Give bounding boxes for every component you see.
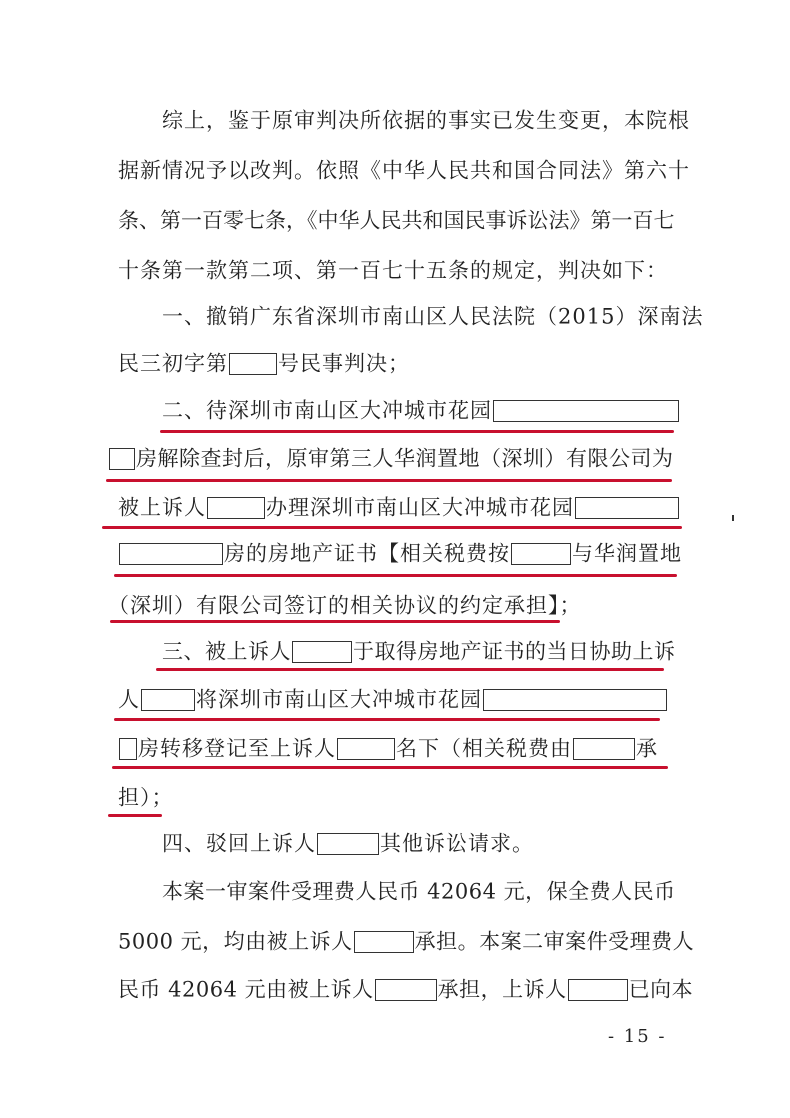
page-number: - 15 - <box>608 1026 667 1047</box>
redaction-box <box>292 641 352 663</box>
redaction-box <box>483 689 667 711</box>
redaction-box <box>109 448 135 470</box>
text-line: 民三初字第 号民事判决； <box>118 351 410 376</box>
red-underline <box>110 620 560 623</box>
redaction-box <box>229 353 277 375</box>
redaction-box <box>317 833 379 855</box>
redaction-box <box>493 400 679 422</box>
redaction-box <box>119 738 137 760</box>
redaction-box <box>337 738 395 760</box>
redaction-box <box>119 543 223 565</box>
text-line: 本案一审案件受理费人民币 42064 元，保全费人民币 <box>162 879 676 904</box>
redaction-box <box>575 497 679 519</box>
red-underline <box>112 766 668 769</box>
text-line: 十条第一款第二项、第一百七十五条的规定，判决如下： <box>118 258 668 283</box>
text-line: 被上诉人 办理深圳市南山区大冲城市花园 <box>118 494 680 518</box>
text-line: 房的房地产证书【相关税费按 与华润置地 <box>118 540 682 564</box>
text-line: （深圳）有限公司签订的相关协议的约定承担】； <box>108 593 582 618</box>
red-underline <box>102 526 682 529</box>
text-line: 三、被上诉人 于取得房地产证书的当日协助上诉 <box>162 639 676 664</box>
text-line: 二、待深圳市南山区大冲城市花园 <box>162 397 680 421</box>
redaction-box <box>511 543 571 565</box>
text-line: 条、第一百零七条，《中华人民共和国民事诉讼法》第一百七 <box>118 208 675 233</box>
text-line: 民币 42064 元由被上诉人 承担，上诉人 已向本 <box>118 977 694 1002</box>
redaction-box <box>207 497 265 519</box>
red-underline <box>108 814 162 817</box>
redaction-box <box>573 738 635 760</box>
redaction-box <box>141 689 195 711</box>
stray-mark <box>732 515 734 521</box>
text-line: 担）； <box>118 785 174 810</box>
text-line: 一、撤销广东省深圳市南山区人民法院（2015）深南法 <box>162 304 704 329</box>
text-line: 四、驳回上诉人 其他诉讼请求。 <box>162 831 534 856</box>
text-line: 5000 元，均由被上诉人 承担。本案二审案件受理费人 <box>118 929 695 954</box>
text-line: 人 将深圳市南山区大冲城市花园 <box>118 686 668 710</box>
text-line: 据新情况予以改判。依照《中华人民共和国合同法》第六十 <box>118 158 690 183</box>
red-underline <box>114 574 677 577</box>
redaction-box <box>375 979 437 1001</box>
redaction-box <box>568 979 628 1001</box>
redaction-box <box>354 931 414 953</box>
text-line: 综上，鉴于原审判决所依据的事实已发生变更，本院根 <box>162 108 690 133</box>
red-underline <box>156 668 664 671</box>
text-line: 房解除查封后，原审第三人华润置地（深圳）有限公司为 <box>108 445 674 469</box>
red-underline <box>114 718 660 721</box>
red-underline <box>106 479 672 482</box>
red-underline <box>160 430 674 433</box>
text-line: 房转移登记至上诉人 名下（相关税费由 承 <box>118 735 658 759</box>
